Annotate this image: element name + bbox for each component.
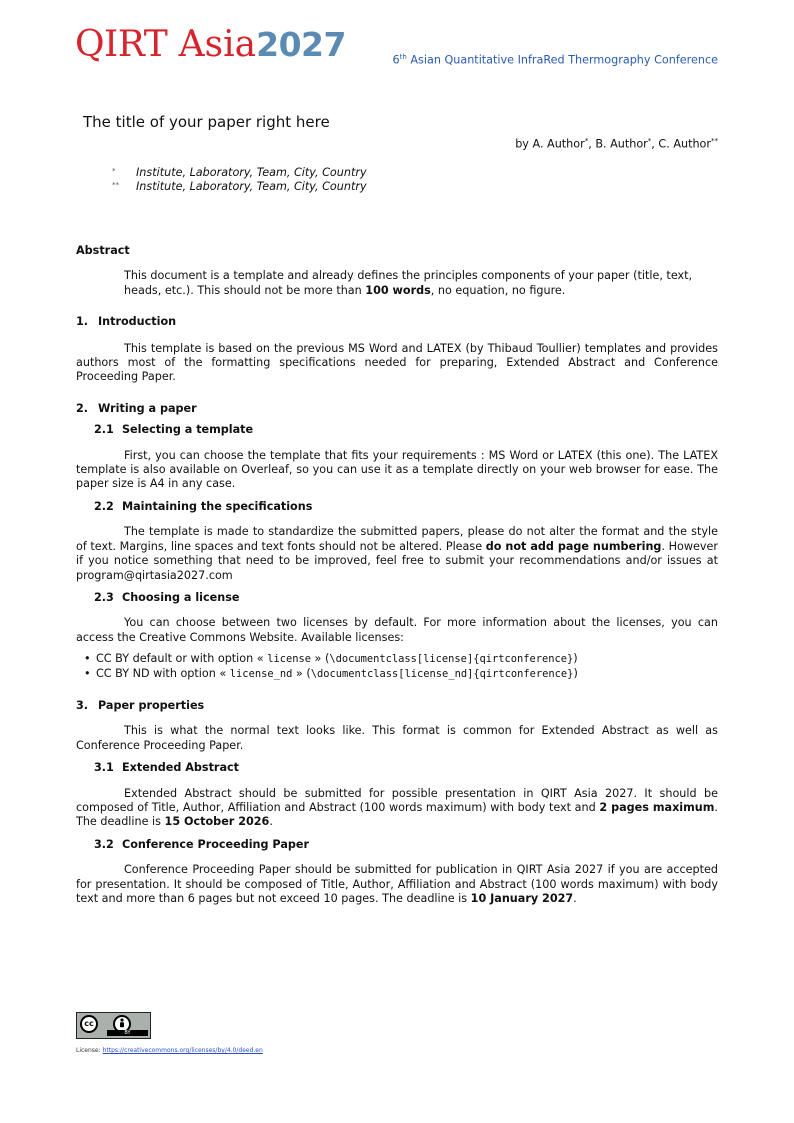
abstract-heading: Abstract — [76, 244, 130, 257]
affiliation-mark: * — [112, 167, 116, 175]
affiliation — [112, 166, 367, 180]
person-icon-glyph — [117, 1018, 127, 1030]
by-label: BY — [107, 1030, 148, 1036]
affiliation-mark: ** — [112, 181, 119, 190]
section-heading-writing: 2. Writing a paper — [76, 401, 197, 415]
affiliation-text: Institute, Laboratory, Team, City, Country — [136, 180, 367, 194]
introduction-text: This template is based on the previous MS Word and LATEX (by Thibaud Toullier) templates and provides authors most of the formatting specifications needed for preparing, Extended Abstract and Conference Proceeding Paper. — [76, 341, 718, 384]
section-heading-properties: 3. Paper properties — [76, 698, 205, 712]
cc-by-badge — [76, 1012, 151, 1039]
license-link[interactable]: https://creativecommons.org/licenses/by/4.0/deed.en — [102, 1047, 263, 1054]
license-footer — [76, 1012, 263, 1058]
affiliations — [112, 166, 367, 195]
conference-logo — [75, 24, 346, 65]
cc-icon: cc — [80, 1015, 98, 1033]
license-text: You can choose between two licenses by default. For more information about the licenses, you can access the Creative Commons Website. Available licenses: — [76, 616, 718, 644]
affiliation-text: Institute, Laboratory, Team, City, Country — [136, 166, 367, 179]
paper-title: The title of your paper right here — [83, 113, 330, 131]
logo-asia: Asia — [167, 24, 257, 65]
selecting-text: First, you can choose the template that fits your requirements : MS Word or LATEX (this one). The LATEX template is also available on Overleaf, so you can use it as a template directly on your web browser for ease. The paper size is A4 in any case. — [76, 448, 718, 491]
paper-body — [76, 244, 718, 906]
license-list — [76, 652, 718, 681]
extended-abstract-text: Extended Abstract should be submitted for possible presentation in QIRT Asia 2027. It should be composed of Title, Author, Affiliation and Abstract (100 words maximum) with body text and 2 pages maximum. The deadline is 15 October 2026. — [76, 786, 718, 829]
maintaining-text: The template is made to standardize the submitted papers, please do not alter the format and the style of text. Margins, line spaces and text fonts should not be altered. Please do not add page numbering. However if you notice something that need to be improved, feel free to submit your recommendations and/or issues at program@qirtasia2027.com — [76, 525, 718, 582]
section-heading-introduction: 1. Introduction — [76, 315, 177, 329]
author-list: by A. Author*, B. Author*, C. Author** — [515, 137, 718, 151]
subsection-heading-maintaining: 2.2 Maintaining the specifications — [94, 499, 313, 513]
logo-qirt: QIRT — [75, 24, 168, 65]
properties-text: This is what the normal text looks like. This format is common for Extended Abstract as well as Conference Proceeding Paper. — [76, 724, 718, 752]
subsection-heading-proceeding: 3.2 Conference Proceeding Paper — [94, 837, 309, 851]
list-item: • CC BY ND with option « license_nd » (\documentclass[license_nd]{qirtconference}) — [84, 667, 718, 681]
subsection-heading-license: 2.3 Choosing a license — [94, 590, 240, 604]
subsection-heading-selecting: 2.1 Selecting a template — [94, 423, 254, 437]
logo-year: 2027 — [256, 25, 346, 64]
list-item: • CC BY default or with option « license » (\documentclass[license]{qirtconference}) — [84, 652, 718, 666]
proceeding-text: Conference Proceeding Paper should be submitted for publication in QIRT Asia 2027 if you are accepted for presentation. It should be composed of Title, Author, Affiliation and Abstract (100 words maximum) with body text and more than 6 pages but not exceed 10 pages. The deadline is 10 January 2027. — [76, 863, 718, 905]
license-line: License: https://creativecommons.org/licenses/by/4.0/deed.en — [76, 1047, 263, 1054]
affiliation — [112, 180, 367, 194]
subsection-heading-extended-abstract: 3.1 Extended Abstract — [94, 761, 239, 775]
abstract-text: This document is a template and already defines the principles components of your paper (title, text, heads, etc.). This should not be more than 100 words, no equation, no figure. — [124, 269, 693, 297]
conference-name: 6th Asian Quantitative InfraRed Thermography Conference — [392, 53, 718, 67]
